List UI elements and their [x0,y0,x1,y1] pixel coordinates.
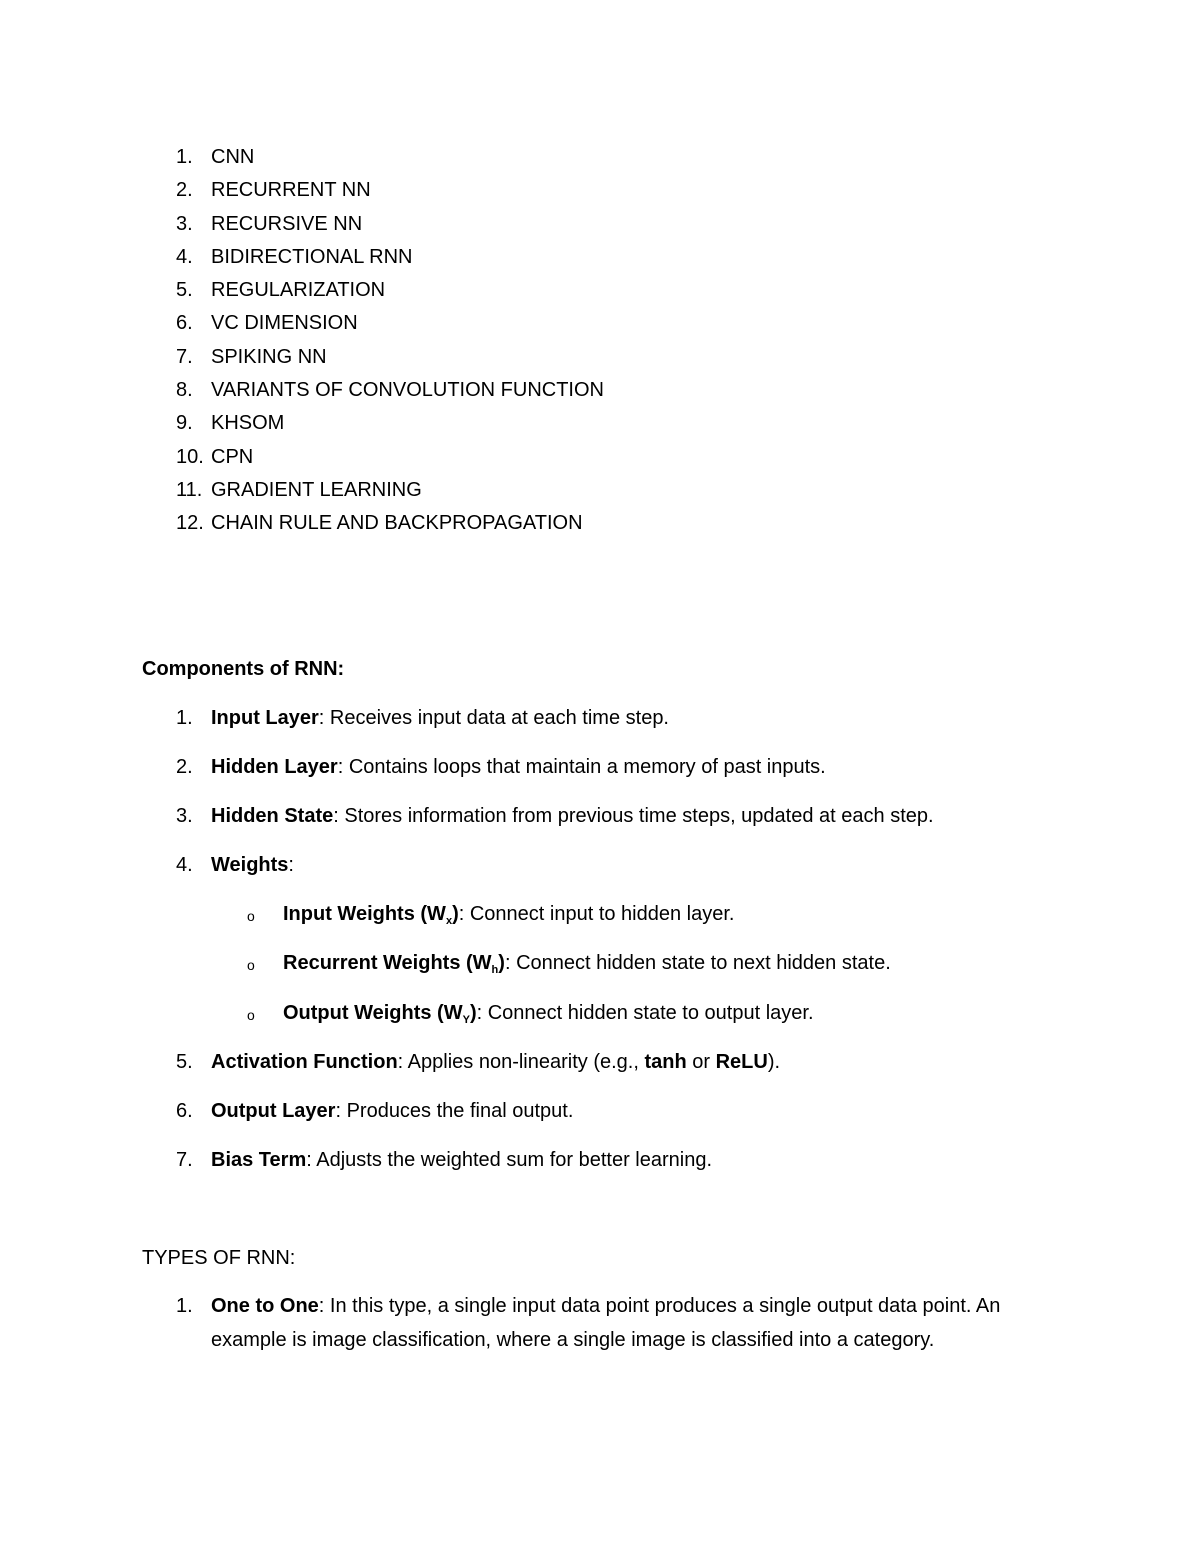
topic-text: VARIANTS OF CONVOLUTION FUNCTION [211,379,604,402]
list-item [140,441,604,474]
weight-subscript: Y [462,1013,470,1026]
list-item [140,1048,1140,1097]
components-heading: Components of RNN: [142,658,345,680]
list-number: 6. [176,1099,193,1122]
list-number: 7. [176,1148,193,1171]
list-item [140,1290,1060,1357]
list-number: 2. [176,179,193,202]
topic-text: KHSOM [211,412,285,435]
type-term: One to One [211,1295,319,1317]
types-list [140,1290,1060,1357]
list-number: 10. [176,445,204,468]
list-item [140,1146,1140,1195]
list-item [140,507,604,540]
list-number: 3. [176,805,193,828]
list-number: 6. [176,312,193,335]
component-text: : Contains loops that maintain a memory of past inputs. [337,756,826,779]
component-text: : Produces the final output. [335,1099,574,1122]
list-item [140,174,604,207]
component-text: : Receives input data at each time step. [318,707,669,729]
sub-list-item [140,999,1140,1048]
weight-close: ) [498,952,505,975]
list-number: 8. [176,379,193,402]
component-text: ). [767,1050,781,1073]
list-number: 1. [176,707,193,729]
component-text: : Stores information from previous time steps, updated at each step. [333,805,934,828]
component-text: : Adjusts the weighted sum for better learning. [306,1148,713,1171]
list-number: 11. [176,478,203,501]
weight-term: Recurrent Weights (W [283,952,492,975]
list-item [140,274,604,307]
list-item [140,241,604,274]
topic-text: VC DIMENSION [211,312,358,335]
component-term: Activation Function [211,1050,398,1073]
topic-list [140,141,604,541]
component-text: or [686,1050,716,1073]
weight-text: : Connect hidden state to output layer. [476,1001,814,1024]
list-item [140,141,604,174]
list-number: 7. [176,345,193,368]
topic-text: GRADIENT LEARNING [211,478,422,501]
topic-text: RECURSIVE NN [211,212,363,235]
component-text: : Applies non-linearity (e.g., [397,1050,645,1073]
component-text: : [288,854,294,877]
list-item [140,704,1140,753]
sub-item-content [283,949,891,977]
sub-list-item [140,949,1140,998]
list-number: 2. [176,756,193,779]
list-number: 9. [176,412,193,435]
weight-text: : Connect hidden state to next hidden state. [504,952,891,975]
weight-subscript: x [445,915,453,928]
component-term: Output Layer [211,1099,336,1122]
type-text: : In this type, a single input data point produces a single output data point. An example is image classification, where a single image is classified into a category. [211,1295,1001,1351]
list-item [140,407,604,440]
list-item [140,208,604,241]
component-term: Weights [211,854,289,877]
list-number: 12. [176,512,204,535]
list-number: 4. [176,245,193,268]
list-item [140,753,1140,802]
topic-text: SPIKING NN [211,345,327,368]
bold-term: tanh [644,1050,687,1073]
topic-text: RECURRENT NN [211,179,371,202]
list-number: 5. [176,279,193,302]
list-item [140,374,604,407]
sub-item-content [283,999,814,1027]
list-number: 1. [176,1295,193,1317]
list-number: 4. [176,854,193,877]
bullet-icon: o [247,957,255,974]
list-item [140,474,604,507]
list-item [140,802,1140,851]
type-description [211,1290,1060,1357]
list-item [140,851,1140,900]
types-heading: TYPES OF RNN: [142,1247,296,1269]
bullet-icon: o [247,908,255,925]
component-term: Hidden State [211,805,334,828]
topic-text: BIDIRECTIONAL RNN [211,245,413,268]
component-term: Hidden Layer [211,756,338,779]
weight-close: ) [452,903,459,926]
list-number: 5. [176,1050,193,1073]
weight-term: Input Weights (W [283,903,446,926]
bold-term: ReLU [715,1050,768,1073]
weight-term: Output Weights (W [283,1001,463,1024]
bullet-icon: o [247,1006,255,1023]
list-number: 3. [176,212,193,235]
sub-item-content [283,900,734,928]
list-number: 1. [176,146,193,168]
list-item [140,341,604,374]
components-list [140,704,1140,1195]
sub-list-item [140,900,1140,949]
topic-text: CPN [211,445,254,468]
component-term: Input Layer [211,707,319,729]
list-item [140,307,604,340]
component-term: Bias Term [211,1148,307,1171]
topic-text: REGULARIZATION [211,279,386,302]
weight-subscript: h [491,964,499,977]
weight-close: ) [469,1001,477,1024]
topic-text: CHAIN RULE AND BACKPROPAGATION [211,512,583,535]
topic-text: CNN [211,146,255,168]
weight-text: : Connect input to hidden layer. [458,903,735,926]
list-item [140,1097,1140,1146]
